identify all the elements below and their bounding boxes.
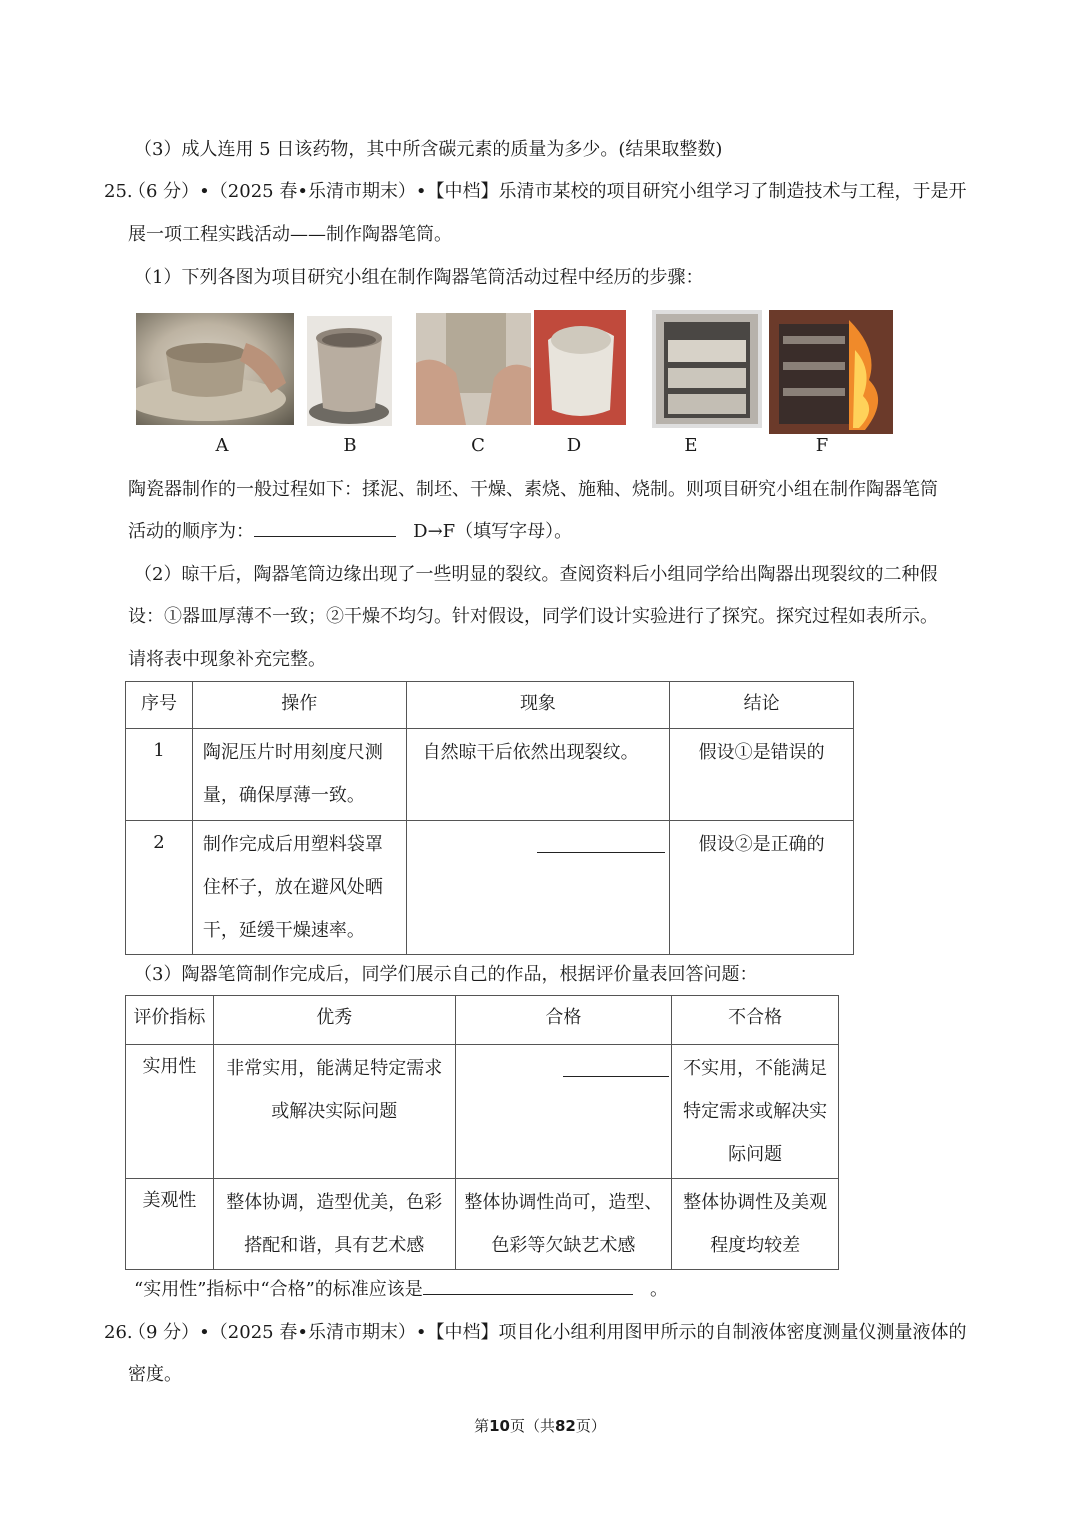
part2-line1: （2）晾干后，陶器笔筒边缘出现了一些明显的裂纹。查阅资料后小组同学给出陶器出现裂纹的二种假 (134, 564, 938, 585)
process-line1: 陶瓷器制作的一般过程如下：揉泥、制坯、干燥、素烧、施釉、烧制。则项目研究小组在制作陶器笔筒 (128, 479, 938, 500)
table2-row2-fail: 整体协调性及美观程度均较差 (672, 1179, 839, 1270)
table2-row2-indicator: 美观性 (126, 1179, 214, 1270)
footer-total-pages: 82 (555, 1417, 576, 1435)
table2-header-indicator: 评价指标 (126, 996, 214, 1045)
experiment-table (125, 681, 854, 955)
part3-question-end: 。 (649, 1279, 668, 1300)
photo-label-a: A (215, 435, 229, 456)
photo-a-throwing-clay (136, 313, 294, 425)
table1-header-phenomenon: 现象 (406, 682, 670, 729)
question-26-line1: （9 分）•（2025 春•乐清市期末）•【中档】项目化小组利用图甲所示的自制液体密度测量仪测量液体的 (128, 1322, 967, 1343)
part3-question (134, 1276, 668, 1304)
table1-row1-phenomenon: 自然晾干后依然出现裂纹。 (406, 729, 670, 821)
table2-row1-excellent: 非常实用，能满足特定需求或解决实际问题 (213, 1045, 455, 1179)
photo-label-e: E (684, 435, 698, 456)
photo-e-kiln-loaded (652, 310, 762, 428)
table2-header-fail: 不合格 (672, 996, 839, 1045)
photo-label-c: C (471, 435, 485, 456)
table1-row2-operation: 制作完成后用塑料袋罩住杯子，放在避风处晒干，延缓干燥速率。 (192, 821, 406, 955)
question-25-header-line1: （6 分）•（2025 春•乐清市期末）•【中档】乐清市某校的项目研究小组学习了制造技术与工程，于是开 (128, 181, 967, 202)
footer-post: 页） (575, 1417, 606, 1435)
practicality-answer-blank[interactable] (423, 1276, 633, 1295)
part2-line3: 请将表中现象补充完整。 (128, 649, 326, 670)
photo-label-b: B (343, 435, 357, 456)
photo-label-d: D (566, 435, 582, 456)
photo-f-kiln-firing (769, 310, 893, 434)
process-line2-post: D→F（填写字母）。 (413, 521, 573, 542)
table2-row1-pass-cell (455, 1045, 672, 1179)
photo-c-rolling-slab (416, 313, 531, 425)
table1-header-index: 序号 (126, 682, 193, 729)
part1-prompt: （1）下列各图为项目研究小组在制作陶器笔筒活动过程中经历的步骤： (134, 267, 704, 288)
table1-row1-conclusion: 假设①是错误的 (670, 729, 854, 821)
table1-header-operation: 操作 (192, 682, 406, 729)
table2-row1-fail: 不实用，不能满足特定需求或解决实际问题 (672, 1045, 839, 1179)
photo-d-clay-tube (534, 310, 626, 425)
question-25-number: 25. (104, 181, 133, 202)
table1-row2-conclusion: 假设②是正确的 (670, 821, 854, 955)
table2-row2-excellent: 整体协调，造型优美，色彩搭配和谐，具有艺术感 (213, 1179, 455, 1270)
part3-prompt: （3）陶器笔筒制作完成后，同学们展示自己的作品，根据评价量表回答问题： (134, 964, 758, 985)
table1-header-conclusion: 结论 (670, 682, 854, 729)
table2-header-pass: 合格 (455, 996, 672, 1045)
process-line2-pre: 活动的顺序为： (128, 521, 254, 542)
footer-mid: 页（共 (509, 1417, 555, 1435)
photo-label-f: F (815, 435, 829, 456)
table2-row1-indicator: 实用性 (126, 1045, 214, 1179)
order-answer-blank[interactable] (254, 518, 396, 537)
table1-row2-index: 2 (126, 821, 193, 955)
page-footer (0, 1415, 1080, 1436)
table2-row2-pass: 整体协调性尚可，造型、色彩等欠缺艺术感 (455, 1179, 672, 1270)
phenomenon-answer-blank[interactable] (537, 834, 665, 853)
evaluation-table (125, 995, 839, 1270)
table1-row1-index: 1 (126, 729, 193, 821)
footer-page-number: 10 (489, 1417, 510, 1435)
previous-question-part3: （3）成人连用 5 日该药物，其中所含碳元素的质量为多少。(结果取整数) (134, 139, 723, 160)
part2-line2: 设：①器皿厚薄不一致；②干燥不均匀。针对假设，同学们设计实验进行了探究。探究过程如表所示。 (128, 606, 938, 627)
part3-question-text: “实用性”指标中“合格”的标准应该是 (134, 1279, 423, 1300)
process-line2 (128, 518, 572, 546)
pass-standard-blank[interactable] (563, 1058, 669, 1077)
question-26-number: 26. (104, 1322, 133, 1343)
table1-row2-phenomenon-cell (406, 821, 670, 955)
question-25-header-line2: 展一项工程实践活动——制作陶器笔筒。 (128, 224, 452, 245)
table1-row1-operation: 陶泥压片时用刻度尺测量，确保厚薄一致。 (192, 729, 406, 821)
table2-header-excellent: 优秀 (213, 996, 455, 1045)
question-26-line2: 密度。 (128, 1364, 182, 1385)
photo-b-clay-cup (307, 316, 392, 426)
footer-pre: 第 (474, 1417, 490, 1435)
